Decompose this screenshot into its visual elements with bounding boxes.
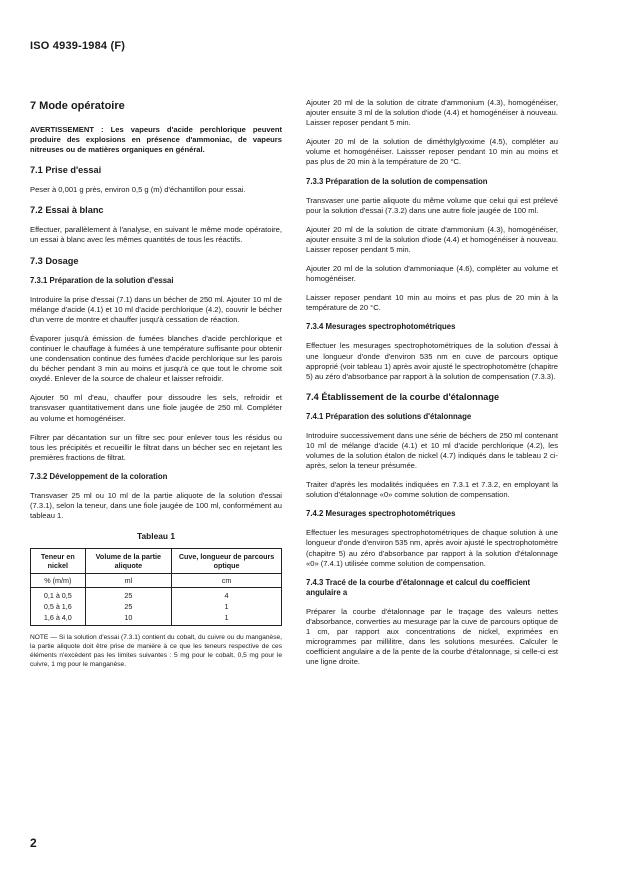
table-note: NOTE — Si la solution d'essai (7.3.1) contient du cobalt, du cuivre ou du manganèse, la partie aliquote doit être prise de manière à ce que les teneurs respective de ces éléments n'excèdent pas les limites suivantes : 5 mg pour le cobalt, 0,5 mg pour le cuivre, 1 mg pour le manganèse. [30, 634, 282, 668]
section-7-3-3-p1: Transvaser une partie aliquote du même volume que celui qui est prélevé pour la solution d'essai (7.3.2) dans une autre fiole jaugée de 100 ml. [306, 195, 558, 215]
section-7-3-title: 7.3 Dosage [30, 255, 79, 266]
table-header: Cuve, longueur de parcours optique [172, 549, 282, 574]
section-7-3-3-p2: Ajouter 20 ml de la solution de citrate d'ammonium (4.3), homogénéiser, ajouter ensuite 3 ml de la solution d'iode (4.4) et homogénéiser à nouveau. Laisser reposer pendant 5 min. [306, 224, 558, 254]
section-7-3-1-p2: Évaporer jusqu'à émission de fumées blanches d'acide perchlorique et continuer le chauffage à fumées à une température suffisante pour obtenir une condensation continue des fumées d'acide perchlorique sur les parois du bécher pendant 3 min au moins et jusqu'à ce que tout le chrome soit oxydé. Enlever de la source de chaleur et laisser refroidir. [30, 333, 282, 384]
section-7-4-1-title: 7.4.1 Préparation des solutions d'étalonnage [306, 411, 472, 421]
table-cell: 1 [172, 612, 282, 626]
section-7-1-title: 7.1 Prise d'essai [30, 165, 102, 176]
table-cell: 10 [85, 612, 171, 626]
right-column [306, 98, 558, 676]
section-7-4-3-title: 7.4.3 Tracé de la courbe d'étalonnage et calcul du coefficient angulaire a [306, 577, 531, 597]
table-cell: 0,1 à 0,5 [31, 588, 86, 602]
section-7-3-3-p4: Laisser reposer pendant 10 min au moins et pas plus de 20 min à la température de 20 °C. [306, 293, 558, 313]
section-7-3-1-p3: Ajouter 50 ml d'eau, chauffer pour dissoudre les sels, refroidir et transvaser quantitativement dans une fiole jaugée de 250 ml. Compléter au volume et homogénéiser. [30, 393, 282, 423]
section-7-3-3-p3: Ajouter 20 ml de la solution d'ammoniaque (4.6), compléter au volume et homogénéiser. [306, 264, 558, 284]
section-7-1-text: Peser à 0,001 g près, environ 0,5 g (m) d'échantillon pour essai. [30, 185, 246, 195]
section-7-2-title: 7.2 Essai à blanc [30, 205, 104, 216]
table-unit: % (m/m) [31, 574, 86, 588]
table-unit: ml [85, 574, 171, 588]
table-row [31, 588, 282, 602]
section-7-4-1-p1: Introduire successivement dans une série de béchers de 250 ml contenant 10 ml de mélange d'acide (4.1) et 10 ml d'acide perchlorique (4.2), les volumes de la solution étalon de nickel (4.7) indiqués dans le tableau 2 ci-après, selon la teneur présumée. [306, 430, 558, 471]
left-column [30, 96, 282, 678]
warning-label: AVERTISSEMENT : [30, 125, 104, 134]
section-7-3-2-title: 7.3.2 Développement de la coloration [30, 471, 168, 481]
section-7-4-1-p2: Traiter d'après les modalités indiquées en 7.3.1 et 7.3.2, en employant la solution d'étalonnage «0» comme solution de compensation. [306, 480, 558, 500]
table-1-title: Tableau 1 [136, 531, 175, 542]
table-cell: 0,5 à 1,6 [31, 601, 86, 612]
table-1 [30, 548, 282, 626]
table-row [31, 612, 282, 626]
section-7-2-text: Effectuer, parallèlement à l'analyse, en suivant le même mode opératoire, un essai à blanc avec les mêmes quantités de tous les réactifs. [30, 225, 282, 245]
section-7-4-title: 7.4 Établissement de la courbe d'étalonnage [306, 391, 500, 402]
section-7-3-1-p4: Filtrer par décantation sur un filtre sec pour enlever tous les résidus ou tous les précipités et recueillir le filtrat dans un bécher sec en rejetant les premières fractions de filtrat. [30, 432, 282, 462]
table-cell: 25 [85, 601, 171, 612]
section-7-3-3-title: 7.3.3 Préparation de la solution de compensation [306, 176, 488, 186]
table-unit: cm [172, 574, 282, 588]
section-7-4-2-text: Effectuer les mesurages spectrophotométriques de chaque solution à une longueur d'onde d'environ 535 nm, après avoir ajusté le spectrophotomètre (chapitre 5) au zéro d'absorbance par rapport à la solution d'étalonnage «0» (7.4.1) utilisée comme solution de compensation. [306, 528, 558, 568]
table-cell: 1 [172, 601, 282, 612]
table-header: Teneur en nickel [31, 549, 86, 574]
warning-text: Les vapeurs d'acide perchlorique peuvent produire des explosions en présence d'ammoniac, de vapeurs nitreuses ou de matières organiques en général. [30, 125, 282, 155]
section-7-3-1-title: 7.3.1 Préparation de la solution d'essai [30, 275, 174, 285]
section-7-3-2-text: Transvaser 25 ml ou 10 ml de la partie aliquote de la solution d'essai (7.3.1), selon la teneur, dans une fiole jaugée de 100 ml, conformément au tableau 1. [30, 490, 282, 521]
section-7-3-1-p1: Introduire la prise d'essai (7.1) dans un bécher de 250 ml. Ajouter 10 ml de mélange d'acide (4.1) et 10 ml d'acide perchlorique (4.2), couvrir le bécher d'un verre de montre et chauffer jusqu'à cessation de réaction. [30, 294, 282, 324]
continuation-p2: Ajouter 20 ml de la solution de diméthylglyoxime (4.5), compléter au volume et homogénéiser. Laissser reposer pendant 10 min au moins et pas plus de 20 min à la température de 20 °C. [306, 137, 558, 167]
page-number: 2 [30, 836, 37, 850]
section-7-4-2-title: 7.4.2 Mesurages spectrophotométriques [306, 509, 456, 519]
table-cell: 1,6 à 4,0 [31, 612, 86, 626]
table-row [31, 601, 282, 612]
table-header: Volume de la partie aliquote [85, 549, 171, 574]
table-cell: 25 [85, 588, 171, 602]
section-7-4-3-text: Préparer la courbe d'étalonnage par le traçage des valeurs nettes d'absorbance, converties au mesurage par la cuve de parcours optique de 1 cm, par rapport aux concentrations de nickel, exprimées en microgrammes par millilitre, dans les solutions mesurées. Calculer le coefficient angulaire a de la pente de la courbe d'étalonnage, si celle-ci est une ligne droite. [306, 606, 558, 667]
continuation-p1: Ajouter 20 ml de la solution de citrate d'ammonium (4.3), homogénéiser, ajouter ensuite 3 ml de la solution d'iode (4.4) et homogénéiser à nouveau. Laisser reposer pendant 5 min. [306, 98, 558, 128]
table-cell: 4 [172, 588, 282, 602]
section-7-3-4-text: Effectuer les mesurages spectrophotométriques de la solution d'essai à une longueur d'onde d'environ 535 nm en cuve de parcours optique approprié (voir tableau 1) après avoir ajusté le spectrophotomètre (chapitre 5) au zéro d'absorbance par rapport à la solution de compensation (7.3.3). [306, 341, 558, 381]
warning-paragraph [30, 125, 282, 155]
document-id: ISO 4939-1984 (F) [30, 40, 126, 52]
section-7-3-4-title: 7.3.4 Mesurages spectrophotométriques [306, 322, 456, 332]
section-7-title: 7 Mode opératoire [30, 100, 125, 112]
